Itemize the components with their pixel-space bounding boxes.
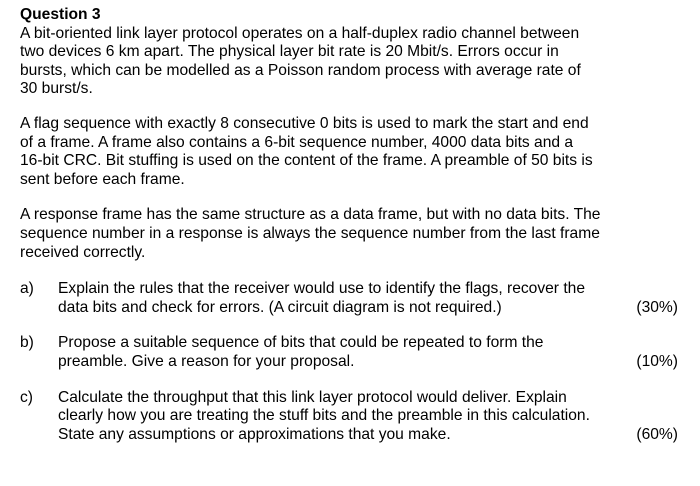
- paragraph-line: A response frame has the same structure as a data frame, but with no data bits. The: [20, 206, 601, 224]
- paragraph-channel: [20, 25, 680, 99]
- question-title: Question 3: [20, 6, 101, 23]
- paragraph-line: A flag sequence with exactly 8 consecutive 0 bits is used to mark the start and end: [20, 114, 589, 132]
- part-body: [58, 389, 680, 445]
- part-body: [58, 280, 680, 317]
- part-last-line: [58, 299, 680, 318]
- paragraph-line: 16-bit CRC. Bit stuffing is used on the content of the frame. A preamble of 50 bits is: [20, 152, 593, 170]
- part-a: [20, 280, 680, 317]
- part-last-line: [58, 353, 680, 372]
- part-marks: (30%): [636, 298, 678, 316]
- paragraph-line: sent before each frame.: [20, 170, 185, 188]
- part-last-line: [58, 426, 680, 445]
- part-marks: (60%): [636, 425, 678, 443]
- paragraph-line: received correctly.: [20, 243, 146, 261]
- part-c: [20, 389, 680, 445]
- part-body: [58, 334, 680, 371]
- part-line: State any assumptions or approximations that you make.: [58, 425, 451, 443]
- paragraph-frame: [20, 115, 680, 189]
- part-label: c): [20, 388, 33, 406]
- paragraph-line: of a frame. A frame also contains a 6-bit sequence number, 4000 data bits and a: [20, 133, 574, 151]
- part-line: data bits and check for errors. (A circuit diagram is not required.): [58, 298, 502, 316]
- paragraph-line: 30 burst/s.: [20, 80, 93, 98]
- paragraph-line: bursts, which can be modelled as a Poisson random process with average rate of: [20, 61, 581, 79]
- question-parts: [20, 280, 680, 444]
- part-line: Calculate the throughput that this link layer protocol would deliver. Explain: [58, 388, 567, 406]
- part-line: Explain the rules that the receiver would use to identify the flags, recover the: [58, 280, 586, 298]
- part-line: Propose a suitable sequence of bits that could be repeated to form the: [58, 334, 544, 352]
- paragraph-response: [20, 206, 680, 262]
- paragraph-line: two devices 6 km apart. The physical layer bit rate is 20 Mbit/s. Errors occur in: [20, 43, 559, 61]
- paragraph-line: sequence number in a response is always the sequence number from the last frame: [20, 224, 600, 242]
- part-label: b): [20, 334, 34, 352]
- part-label: a): [20, 280, 34, 298]
- part-line: clearly how you are treating the stuff bits and the preamble in this calculation.: [58, 407, 590, 425]
- paragraph-line: A bit-oriented link layer protocol operates on a half-duplex radio channel between: [20, 24, 580, 42]
- part-line: preamble. Give a reason for your proposal.: [58, 352, 355, 370]
- part-marks: (10%): [636, 352, 678, 370]
- part-b: [20, 334, 680, 371]
